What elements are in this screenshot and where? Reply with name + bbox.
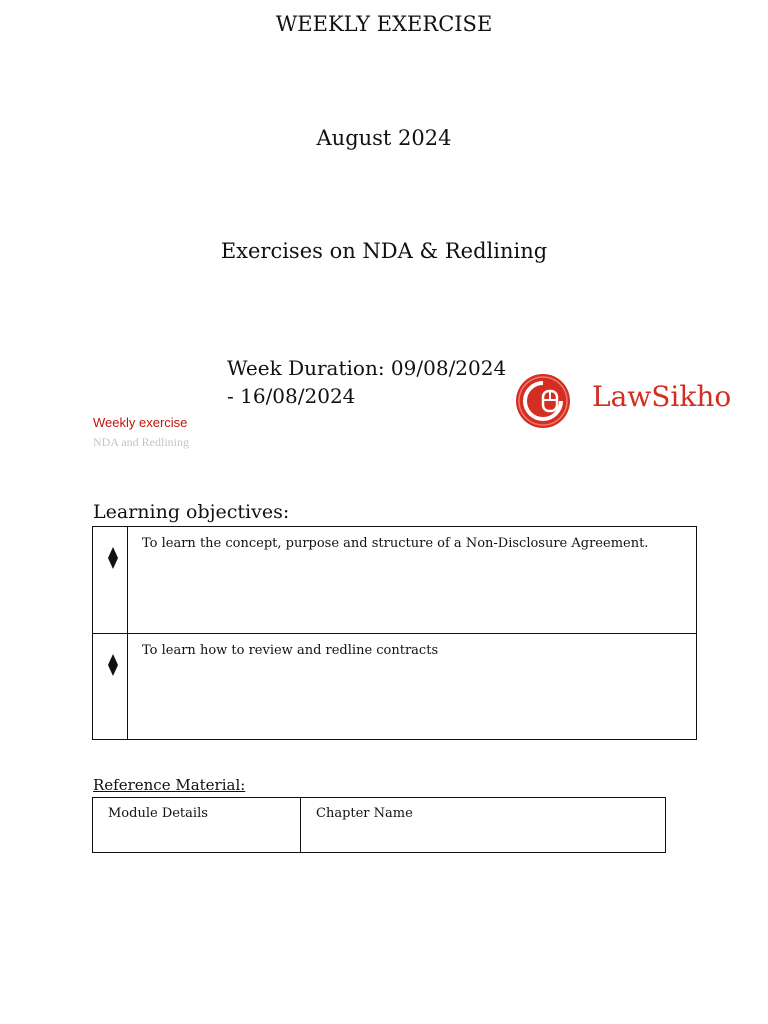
lawsikho-logo-icon — [514, 372, 574, 430]
objective-text: To learn the concept, purpose and structure of a Non-Disclosure Agreement. — [142, 536, 649, 551]
document-subject: Exercises on NDA & Redlining — [220, 239, 548, 263]
diamond-bullet-icon — [108, 654, 118, 676]
table-cell — [301, 798, 665, 852]
page-header-sublabel: NDA and Redlining — [93, 435, 189, 449]
lawsikho-logo — [514, 372, 754, 430]
table-row — [93, 633, 696, 740]
objective-text: To learn how to review and redline contracts — [142, 643, 439, 658]
logo-wordmark: LawSikho — [592, 380, 732, 413]
week-duration: Week Duration: 09/08/2024 - 16/08/2024 — [227, 356, 507, 408]
table-row — [93, 527, 696, 633]
reference-material-heading: Reference Material: — [93, 776, 246, 794]
page-header-label: Weekly exercise — [93, 415, 188, 430]
column-header-chapter-name: Chapter Name — [316, 806, 413, 821]
learning-objectives-table — [92, 526, 697, 740]
bullet-cell — [93, 527, 128, 633]
document-month: August 2024 — [316, 126, 452, 150]
column-header-module-details: Module Details — [108, 806, 208, 821]
reference-material-table — [92, 797, 666, 853]
diamond-bullet-icon — [108, 547, 118, 569]
learning-objectives-heading: Learning objectives: — [93, 501, 290, 523]
document-title: WEEKLY EXERCISE — [275, 12, 493, 36]
bullet-cell — [93, 634, 128, 740]
table-cell — [93, 798, 301, 852]
